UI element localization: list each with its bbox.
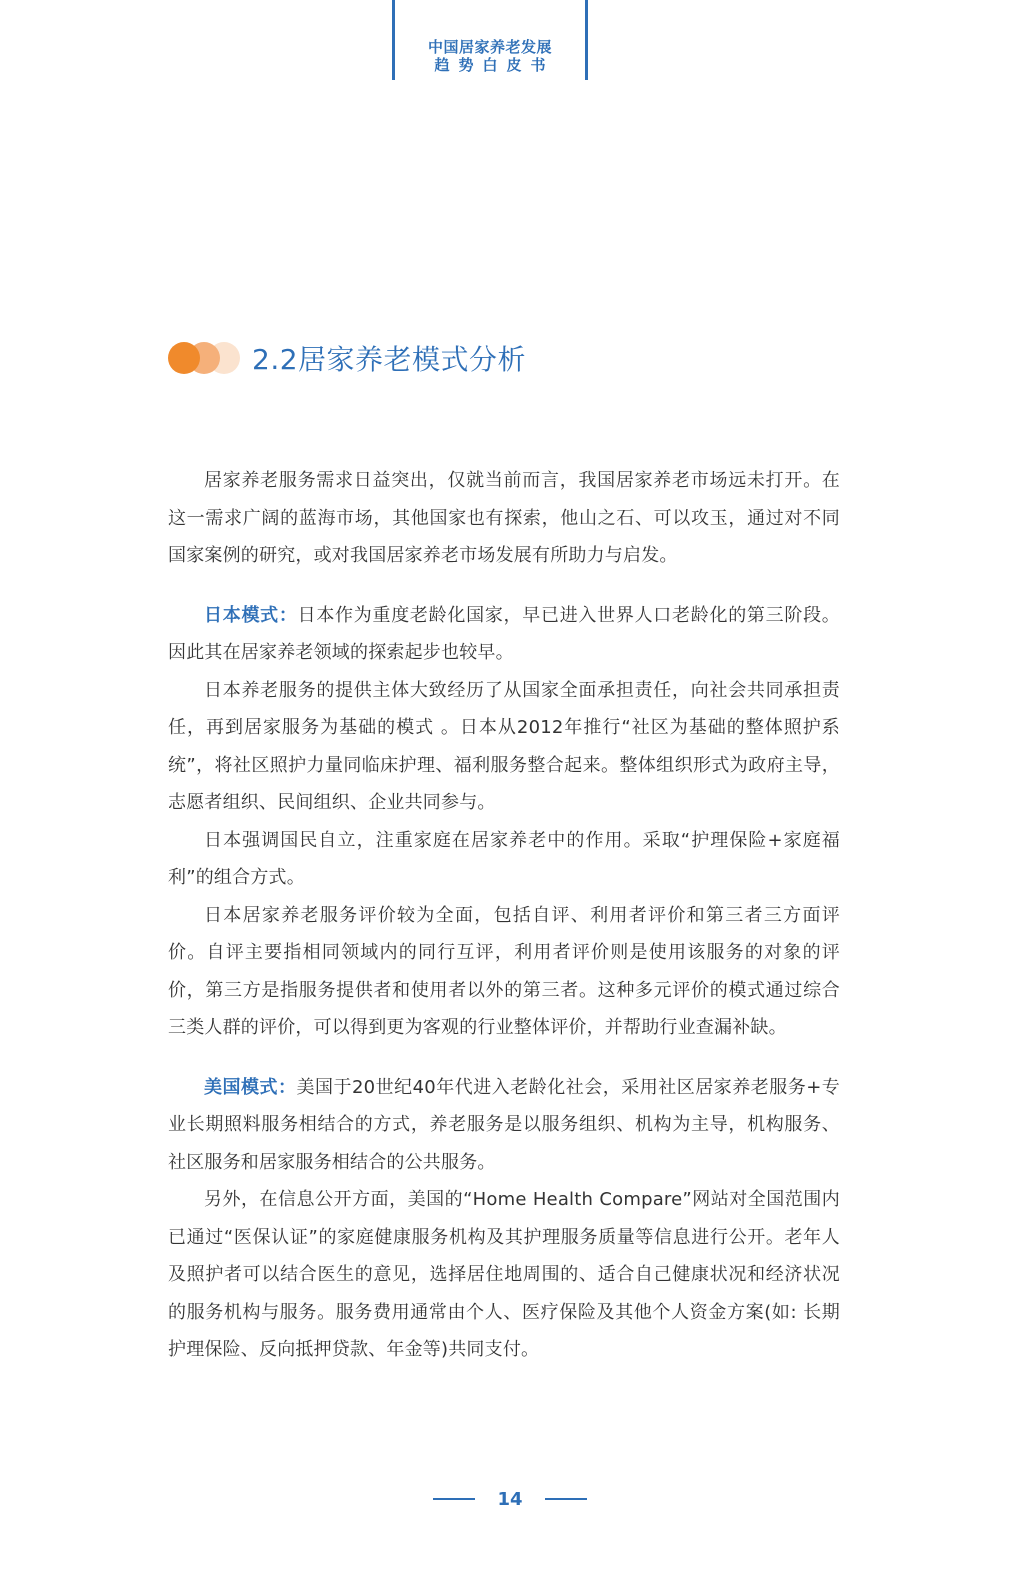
dot-dark-orange bbox=[168, 342, 200, 374]
paragraph-japan-4: 日本居家养老服务评价较为全面，包括自评、利用者评价和第三者三方面评价。自评主要指相同领域内的同行互评，利用者评价则是使用该服务的对象的评价，第三方是指服务提供者和使用者以外的第三者。这种多元评价的模式通过综合三类人群的评价，可以得到更为客观的行业整体评价，并帮助行业查漏补缺。 bbox=[168, 904, 840, 1038]
header-title-line1: 中国居家养老发展 bbox=[427, 38, 552, 56]
paragraph-us-1 bbox=[168, 1069, 840, 1182]
japan-model-label: 日本模式： bbox=[204, 604, 298, 626]
header-title-line2: 趋势白皮书 bbox=[434, 56, 555, 74]
footer-rule-left bbox=[433, 1498, 475, 1500]
footer-rule-right bbox=[545, 1498, 587, 1500]
section-title: 2.2居家养老模式分析 bbox=[252, 343, 527, 376]
us-model-label: 美国模式： bbox=[204, 1076, 297, 1098]
paragraph-japan-2: 日本养老服务的提供主体大致经历了从国家全面承担责任，向社会共同承担责任，再到居家服务为基础的模式 。日本从2012年推行“社区为基础的整体照护系统”，将社区照护力量同临床护理、福利服务整合起来。整体组织形式为政府主导，志愿者组织、民间组织、企业共同参与。 bbox=[168, 679, 840, 813]
japan-text-1: 日本作为重度老龄化国家，早已进入世界人口老龄化的第三阶段。因此其在居家养老领域的探索起步也较早。 bbox=[168, 604, 841, 663]
paragraph-intro: 居家养老服务需求日益突出，仅就当前而言，我国居家养老市场远未打开。在这一需求广阔的蓝海市场，其他国家也有探索，他山之石、可以攻玉，通过对不同国家案例的研究，或对我国居家养老市场发展有所助力与启发。 bbox=[168, 470, 840, 566]
section-heading bbox=[168, 336, 526, 380]
us-text-1: 美国于20世纪40年代进入老龄化社会，采用社区居家养老服务+专业长期照料服务相结合的方式，养老服务是以服务组织、机构为主导，机构服务、社区服务和居家服务相结合的公共服务。 bbox=[168, 1076, 841, 1173]
paragraph-japan-3: 日本强调国民自立，注重家庭在居家养老中的作用。采取“护理保险+家庭福利”的组合方式。 bbox=[168, 829, 840, 888]
paragraph-japan-1 bbox=[168, 597, 840, 672]
paragraph-us-2: 另外，在信息公开方面，美国的“Home Health Compare”网站对全国范围内已通过“医保认证”的家庭健康服务机构及其护理服务质量等信息进行公开。老年人及照护者可以结合医生的意见，选择居住地周围的、适合自己健康状况和经济状况的服务机构与服务。服务费用通常由个人、医疗保险及其他个人资金方案(如: 长期护理保险、反向抵押贷款、年金等)共同支付。 bbox=[168, 1189, 840, 1360]
page-footer bbox=[0, 1484, 1020, 1514]
heading-dots-icon bbox=[168, 342, 244, 374]
page-number: 14 bbox=[497, 1488, 523, 1510]
body-text bbox=[168, 462, 840, 1369]
running-header bbox=[392, 0, 588, 80]
